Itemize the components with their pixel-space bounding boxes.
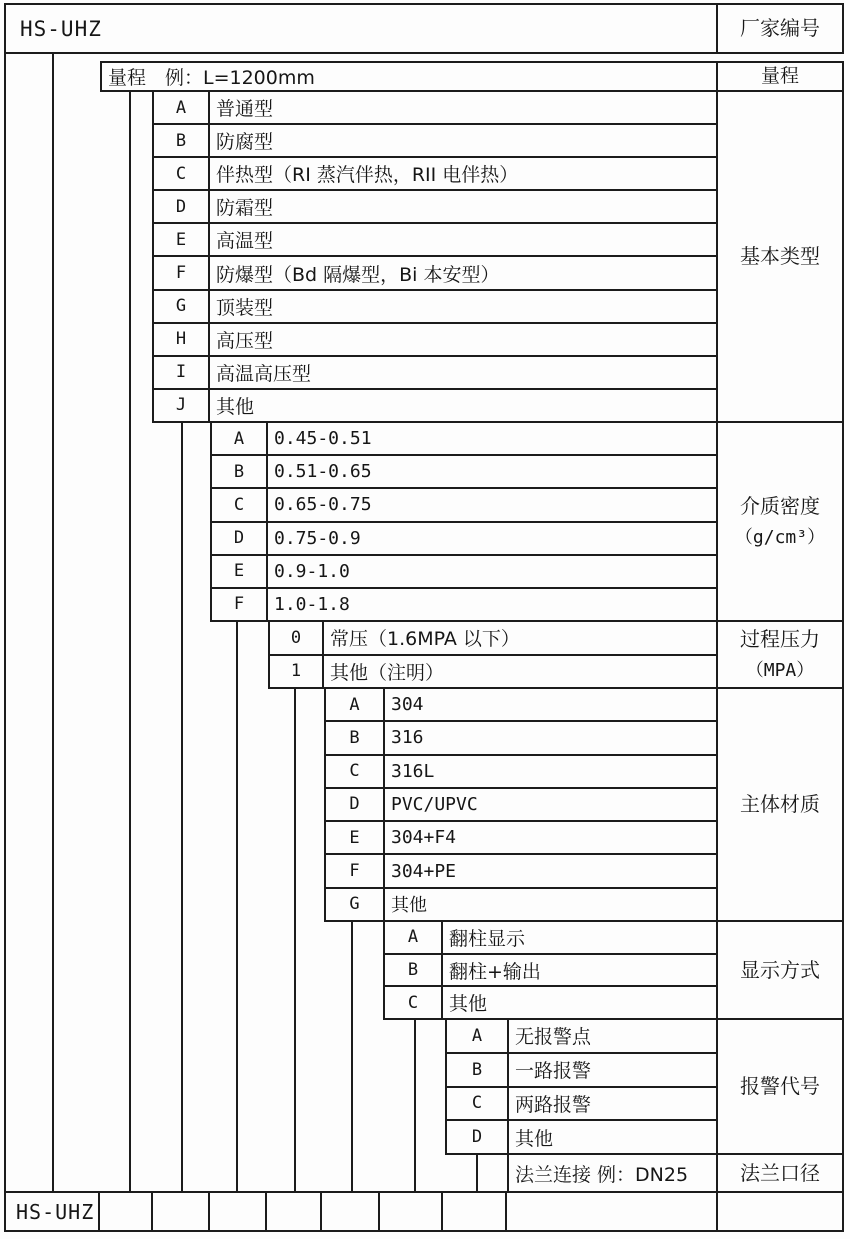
assembly-model-cell [6,1193,100,1230]
option-desc: 防爆型（Bd 隔爆型，Bi 本安型） [216,263,500,286]
option-code: E [154,224,210,255]
pressure-unit: （MPA） [745,660,815,682]
option-desc: 1.0-1.8 [274,593,350,615]
assembly-model-text: HS-UHZ [16,1199,95,1224]
option-desc: 其他（注明） [330,661,445,684]
option-code: E [212,556,268,587]
option-code: B [447,1054,509,1086]
section-process-pressure [268,620,844,689]
assembly-cell-flange [507,1193,718,1230]
option-code: H [154,324,210,355]
option-row [154,123,716,156]
option-code: A [154,92,210,123]
header-right-label [716,5,842,52]
flange-right-label: 法兰口径 [740,1160,820,1185]
option-row [212,554,716,587]
assembly-cell-density [210,1193,267,1230]
connector-model-leg [52,52,54,1193]
option-desc: 常压（1.6MPA 以下） [330,628,520,651]
option-row [385,922,716,953]
connector-density-leg [236,620,238,1193]
option-code: D [212,523,268,554]
option-desc: 一路报警 [515,1060,592,1083]
option-row [212,423,716,454]
option-row [212,487,716,520]
material-options [326,689,716,920]
option-row [212,454,716,487]
material-right-label: 主体材质 [716,689,842,920]
option-code: F [154,257,210,288]
option-code: D [154,191,210,222]
model-name: HS-UHZ [20,16,102,41]
alarm-right-label: 报警代号 [716,1020,842,1153]
option-code: F [212,589,268,620]
assembly-cell-factory-number [718,1193,842,1230]
option-desc: 高温高压型 [216,362,312,385]
range-row [100,61,844,92]
option-code: C [326,756,385,787]
option-code: B [326,722,385,753]
option-desc: 其他 [216,395,255,418]
option-row [270,654,716,688]
option-row [154,255,716,288]
option-code: A [212,423,268,454]
display-options [385,922,716,1018]
option-row [270,622,716,654]
option-code: 1 [270,656,324,688]
range-label: 量程 [760,64,799,87]
range-example-text: 量程 例：L=1200mm [108,67,315,89]
range-right-label [716,63,842,90]
option-code: C [385,987,443,1018]
option-code: B [385,955,443,986]
assembly-cell-material [322,1193,380,1230]
option-desc: 顶装型 [216,296,274,319]
option-desc: 316 [391,727,424,749]
section-basic-type [152,90,844,423]
pressure-right-label: 过程压力 （MPA） [716,622,842,687]
option-desc: 0.51-0.65 [274,461,372,483]
basic-type-right-label: 基本类型 [716,92,842,421]
connector-range-leg [129,90,131,1193]
option-desc: 高温型 [216,230,274,253]
alarm-options [447,1020,716,1153]
option-row [154,189,716,222]
factory-number-label: 厂家编号 [740,16,820,40]
option-code: J [154,390,210,421]
option-row [154,355,716,388]
option-row [154,156,716,189]
option-row [447,1086,716,1120]
option-code: B [212,456,268,487]
option-row [326,787,716,820]
option-desc: 0.65-0.75 [274,494,372,516]
option-code: D [447,1121,509,1153]
code-assembly-row [4,1191,844,1232]
assembly-cell-range [100,1193,153,1230]
option-code: B [154,125,210,156]
connector-basic-type-leg [181,421,183,1193]
option-row [385,953,716,986]
option-code: A [447,1020,509,1052]
density-options [212,423,716,620]
option-row [326,720,716,753]
header-row [4,3,844,54]
option-desc: 翻柱显示 [449,927,526,950]
option-desc: PVC/UPVC [391,793,478,815]
option-row [326,887,716,920]
assembly-cell-alarm [443,1193,507,1230]
option-row [212,587,716,620]
option-desc: 两路报警 [515,1093,592,1116]
connector-display-leg [414,1018,416,1193]
option-desc: 普通型 [216,98,274,121]
option-desc: 其他 [515,1127,554,1150]
option-code: C [212,489,268,520]
option-desc: 304 [391,694,424,716]
option-code: D [326,789,385,820]
assembly-cell-display [380,1193,443,1230]
option-desc: 防腐型 [216,131,274,154]
option-code: C [447,1088,509,1120]
option-desc: 0.9-1.0 [274,560,350,582]
option-row [212,521,716,554]
option-row [326,689,716,720]
option-row [385,985,716,1018]
basic-type-options [154,92,716,421]
option-desc: 316L [391,760,435,782]
option-row [447,1119,716,1153]
option-code: G [154,291,210,322]
option-desc: 伴热型（RI 蒸汽伴热，RII 电伴热） [216,164,519,187]
option-row [447,1052,716,1086]
option-row [154,92,716,123]
option-desc: 防霜型 [216,197,274,220]
option-row [154,222,716,255]
option-desc: 304+F4 [391,827,457,849]
option-desc: 无报警点 [515,1026,592,1049]
connector-pressure-leg [294,687,296,1193]
flange-example-text: 法兰连接 例：DN25 [509,1155,718,1191]
option-code: I [154,357,210,388]
option-row [447,1020,716,1052]
section-alarm-code [445,1018,844,1155]
option-desc: 其他 [391,895,427,917]
option-desc: 高压型 [216,329,274,352]
option-desc: 其他 [449,993,488,1016]
option-row [154,388,716,421]
density-unit: （g/cm³） [734,527,826,549]
option-row [154,322,716,355]
flange-connection-row [507,1153,844,1193]
connector-left-border [4,52,6,1193]
option-row [154,289,716,322]
pressure-options [270,622,716,687]
option-code: A [385,922,443,953]
option-desc: 0.75-0.9 [274,527,361,549]
assembly-cell-pressure [267,1193,322,1230]
section-media-density [210,421,844,622]
option-desc: 翻柱+输出 [449,960,541,983]
option-row [326,754,716,787]
density-right-label: 介质密度 （g/cm³） [716,423,842,620]
option-code: C [154,158,210,189]
option-code: E [326,822,385,853]
option-code: G [326,889,385,920]
section-body-material [324,687,844,922]
option-row [326,820,716,853]
option-row [326,853,716,886]
connector-material-leg [351,920,353,1193]
option-code: F [326,855,385,886]
section-display-mode [383,920,844,1020]
option-desc: 304+PE [391,860,457,882]
option-code: 0 [270,622,324,654]
option-desc: 0.45-0.51 [274,428,372,450]
display-right-label: 显示方式 [716,922,842,1018]
assembly-cell-basic-type [153,1193,210,1230]
option-code: A [326,689,385,720]
connector-alarm-leg [476,1153,478,1193]
